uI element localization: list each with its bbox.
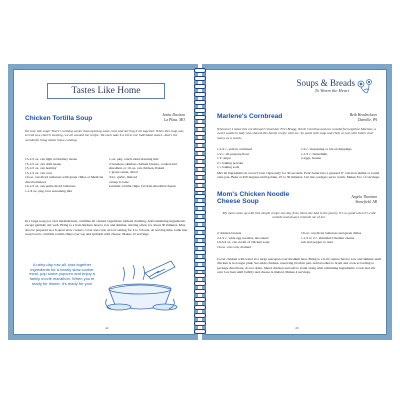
ingredient-item: 1/2 c. all-purpose flour: [217, 151, 250, 156]
spiral-ring: [194, 108, 206, 113]
ingredient-column-left: [25, 157, 105, 193]
ingredient-item: 1-1/2 c. buttermilk: [301, 151, 328, 156]
spiral-ring: [194, 100, 206, 105]
recipe-story: Whenever I make this cornbread I remember Fort Bragg, North Carolina and our wonderful neighbor Marlene, a sweet southern lady who shared this family recipe with me. So good with soup and chili, or just with butter and honey as a snack.: [217, 127, 377, 140]
section-title: Soups & Breads: [296, 78, 355, 88]
ingredient-item: 1 green onion, diced: [109, 170, 138, 175]
spiral-ring: [194, 92, 206, 97]
ingredient-item: 15-1/2 oz. can corn: [25, 170, 53, 175]
spiral-ring: [194, 297, 206, 302]
author-name: Angela Thurman: [351, 195, 377, 199]
ingredient-item: 1-1/2 to 2 c. shredded Cheddar cheese: [301, 235, 355, 240]
ingredient-item: 15-1/2 oz. can hominy: [25, 166, 57, 171]
recipe-directions: Mix all ingredients in a bowl; beat vigorously for 30 seconds. Pour batter into a greased 9" cast-iron skillet or round cake pan. Bake at 450 degrees until golden, 25 to 30 minutes. Cut into wedges; serve warm. Makes 8 to 12 servings.: [217, 171, 380, 180]
spiral-ring: [194, 163, 206, 168]
left-page: [8, 64, 198, 340]
ingredient-item: 2-1/2 c. wide egg noodles, uncooked: [217, 235, 269, 240]
spiral-ring: [194, 202, 206, 207]
spiral-ring: [194, 187, 206, 192]
spiral-ring: [194, 84, 206, 89]
recipe-author: [125, 113, 185, 122]
recipe-directions: Cover chicken with water in a large saucepan over medium heat. Bring to a boil; reduce heat to low and simmer until chicken is no longer pink. Set aside chicken, reserving broth in pan. Add noodles to broth and cook according to package directions; do not drain. Shred chicken and add to broth along with remaining ingredients. Cook and stir over low heat until bubbly and cheese is melted. Makes 4 servings.: [217, 257, 381, 274]
ingredient-item: 1-oz. pkg. ranch salad dressing mix: [109, 157, 159, 161]
spiral-ring: [194, 305, 206, 310]
spiral-ring: [194, 226, 206, 231]
ingredient-item: 15-1/2 oz. can light red kidney beans: [25, 157, 77, 161]
ingredient-item: 1/4 c. shortening or bacon drippings: [301, 147, 352, 151]
spiral-ring: [194, 250, 206, 255]
spiral-ring: [194, 131, 206, 136]
spiral-ring: [194, 155, 206, 160]
ingredient-item: 15-1/2 oz. can chili beans: [25, 161, 61, 166]
ingredient-item: Garnish: tortilla chips, favorite shredded cheese: [109, 184, 176, 189]
ingredient-item: 10-3/4 oz. can cream of chicken soup: [217, 240, 270, 245]
spiral-ring: [194, 76, 206, 81]
spiral-ring: [194, 115, 206, 120]
open-cookbook: [8, 64, 392, 340]
ingredient-column-right: [301, 147, 381, 170]
recipe-author: [317, 113, 377, 122]
spiral-ring: [194, 179, 206, 184]
ingredient-item: 2 t. baking powder: [217, 160, 244, 165]
ingredient-item: 10-oz. can diced tomatoes with green chiles or Mexican diced tomatoes: [25, 175, 104, 184]
spiral-ring: [194, 210, 206, 215]
ingredient-column-right: [301, 231, 381, 249]
ingredient-item: 2 chicken breasts: [217, 231, 242, 235]
author-name: Beth Hendrickson: [349, 113, 377, 117]
ingredient-item: catsup to taste: [109, 179, 129, 184]
ingredient-item: 2 boneless, skinless chicken breasts, cooked and shredded, or 10-oz. can chicken, flaked: [109, 161, 177, 170]
spiral-ring: [194, 242, 206, 247]
soup-illustration: [101, 259, 183, 315]
author-location: Stonefield, AR: [355, 199, 377, 204]
ingredient-item: 10-oz. can diced tomatoes and green chiles: [301, 231, 362, 235]
recipe-title: Marlene's Cornbread: [217, 113, 283, 120]
spiral-ring: [194, 194, 206, 199]
ingredient-column-left: [217, 231, 297, 249]
spiral-binding: [194, 68, 206, 336]
ingredient-item: 1-1/2 c. yellow cornmeal: [217, 147, 252, 151]
recipe-story: My mom came up with this simple recipe one day from items she had in the pantry. It's so good when it's cold outside and always reminds me of her.: [222, 211, 376, 220]
spiral-ring: [194, 234, 206, 239]
ingredient-list: [217, 231, 381, 249]
author-location: Danville, PA: [357, 117, 377, 122]
spiral-ring: [194, 139, 206, 144]
ingredient-item: 1-1/4 oz. pkg. taco seasoning mix: [25, 188, 73, 193]
spiral-ring: [194, 171, 206, 176]
section-subtitle: To Warm the Heart: [314, 88, 349, 93]
spiral-ring: [194, 329, 206, 334]
spiral-ring: [194, 123, 206, 128]
ingredient-item: 10-oz. can corn, drained: [217, 244, 251, 249]
ingredient-column-left: [217, 147, 297, 170]
section-title: Tastes Like Home: [47, 83, 165, 99]
recipe-story: We love this soup! There's nothing easier than opening some cans and stirring it all together. When this soup was served at a church meeting, we all wanted the recipe. We each take it a bit to our individual tastes...that's the wonderful thing about home cooking.: [25, 129, 184, 142]
ingredient-item: 1 t. baking soda: [217, 165, 240, 170]
right-page: [202, 64, 392, 340]
spiral-ring: [194, 281, 206, 286]
ingredient-item: 2 eggs, beaten: [301, 156, 321, 161]
spiral-ring: [194, 266, 206, 271]
spiral-ring: [194, 289, 206, 294]
ingredient-list: [217, 147, 381, 170]
ingredient-item: 3/4 t. garlic, minced: [109, 174, 138, 179]
author-location: La Plata, MO: [164, 117, 185, 122]
ingredient-item: 14-1/2 oz. can petite diced tomatoes: [25, 184, 76, 189]
page-number: 43: [295, 326, 299, 330]
recipe-author: [317, 195, 377, 204]
tip-text: A rainy-day row-all, toss together ingredients for a hearty slow-cooker meal, pop some popcorn and enjoy a family movie marathon. When you're ready for dinner, it's ready for you!: [29, 262, 95, 286]
ingredient-item: 1 T. sugar: [217, 156, 231, 161]
ingredient-list: [25, 157, 189, 193]
spiral-ring: [194, 273, 206, 278]
author-name: Jenita Davison: [162, 113, 185, 117]
spiral-ring: [194, 258, 206, 263]
spiral-ring: [194, 147, 206, 152]
spiral-ring: [194, 218, 206, 223]
recipe-title: Chicken Tortilla Soup: [25, 115, 93, 122]
flower-icon: [353, 76, 377, 94]
recipe-title: Mom's Chicken Noodle Cheese Soup: [217, 191, 290, 205]
spiral-ring: [194, 321, 206, 326]
ingredient-item: salt and pepper to taste: [301, 240, 334, 245]
spiral-ring: [194, 313, 206, 318]
recipe-directions: In a large soup pot over medium heat, combine all canned vegetables without draining. Add remaining ingredients except garnish; stir well. Bring to a boil. Reduce heat to low and simmer, stirring often, for about 30 minutes. May also be prepared in a 6-quart slow cooker; cover and cook on low setting for 4 to 5 hours. At serving time, ladle into soup bowls; crumble tortilla chips over top and sprinkle with cheese. Makes 12 servings.: [25, 219, 188, 236]
ingredient-column-right: [109, 157, 189, 193]
page-number: 42: [105, 326, 109, 330]
spiral-ring: [194, 68, 206, 73]
